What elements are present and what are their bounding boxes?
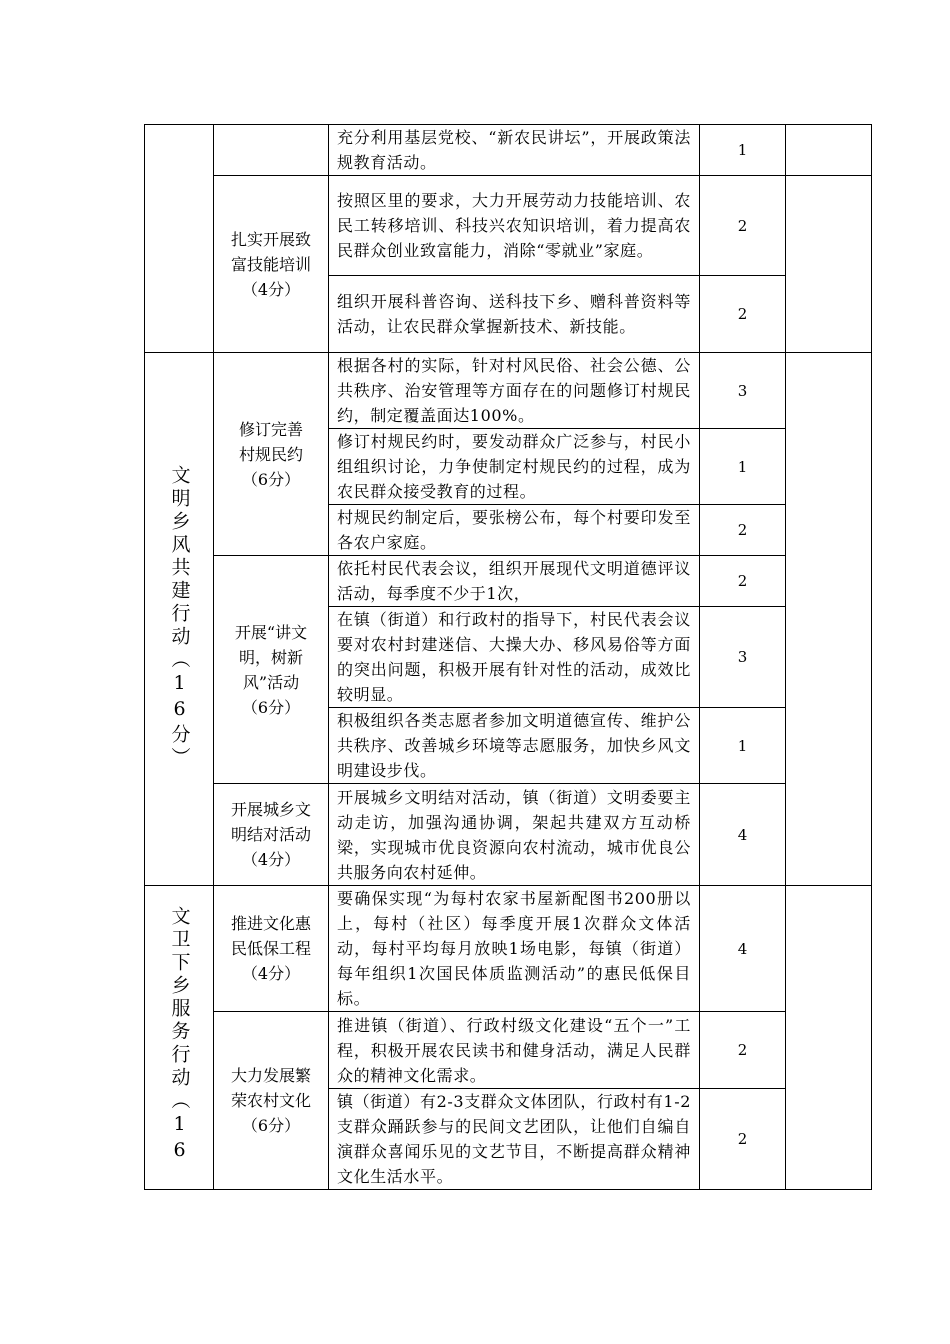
score-cell: 2 (700, 1089, 786, 1190)
score-cell: 2 (700, 1012, 786, 1089)
table-row (145, 176, 872, 276)
requirement-cell: 组织开展科普咨询、送科技下乡、赠科普资料等活动，让农民群众掌握新技术、新技能。 (329, 276, 700, 353)
task-cell: 扎实开展致 富技能培训 （4分） (214, 176, 329, 353)
table-row (145, 886, 872, 1012)
requirement-cell: 推进镇（街道）、行政村级文化建设“五个一”工程，积极开展农民读书和健身活动，满足人民群众的精神文化需求。 (329, 1012, 700, 1089)
score-cell: 2 (700, 276, 786, 353)
requirement-cell: 开展城乡文明结对活动，镇（街道）文明委要主动走访，加强沟通协调，架起共建双方互动桥梁，实现城市优良资源向农村流动，城市优良公共服务向农村延伸。 (329, 784, 700, 886)
score-cell: 1 (700, 429, 786, 505)
requirement-cell: 要确保实现“为每村农家书屋新配图书200册以上，每村（社区）每季度开展1次群众文体活动，每村平均每月放映1场电影，每镇（街道）每年组织1次国民体质监测活动”的惠民低保目标。 (329, 886, 700, 1012)
requirement-cell: 根据各村的实际，针对村风民俗、社会公德、公共秩序、治安管理等方面存在的问题修订村规民约，制定覆盖面达100%。 (329, 353, 700, 429)
table-row (145, 784, 872, 886)
requirement-cell: 充分利用基层党校、“新农民讲坛”，开展政策法规教育活动。 (329, 125, 700, 176)
score-cell: 4 (700, 886, 786, 1012)
task-cell: 开展“讲文 明，树新 风”活动 （6分） (214, 556, 329, 784)
score-cell: 2 (700, 556, 786, 607)
category-cell: 文卫下乡服务行动（16 (145, 886, 214, 1190)
score-cell: 2 (700, 176, 786, 276)
requirement-cell: 镇（街道）有2-3支群众文体团队，行政村有1-2支群众踊跃参与的民间文艺团队，让他们自编自演群众喜闻乐见的文艺节目，不断提高群众精神文化生活水平。 (329, 1089, 700, 1190)
task-cell (214, 125, 329, 176)
score-cell: 3 (700, 607, 786, 708)
requirement-cell: 依托村民代表会议，组织开展现代文明道德评议活动，每季度不少于1次， (329, 556, 700, 607)
task-cell: 修订完善 村规民约 （6分） (214, 353, 329, 556)
blank-cell (786, 886, 872, 1190)
score-cell: 4 (700, 784, 786, 886)
requirement-cell: 在镇（街道）和行政村的指导下，村民代表会议要对农村封建迷信、大操大办、移风易俗等方面的突出问题，积极开展有针对性的活动，成效比较明显。 (329, 607, 700, 708)
blank-cell (786, 125, 872, 176)
evaluation-table (144, 124, 872, 1190)
blank-cell (786, 176, 872, 353)
requirement-cell: 修订村规民约时，要发动群众广泛参与，村民小组组织讨论，力争使制定村规民约的过程，成为农民群众接受教育的过程。 (329, 429, 700, 505)
requirement-cell: 积极组织各类志愿者参加文明道德宣传、维护公共秩序、改善城乡环境等志愿服务，加快乡风文明建设步伐。 (329, 708, 700, 784)
blank-cell (786, 353, 872, 886)
requirement-cell: 村规民约制定后，要张榜公布，每个村要印发至各农户家庭。 (329, 505, 700, 556)
table-row (145, 1012, 872, 1089)
score-cell: 1 (700, 708, 786, 784)
category-cell: 文明乡风共建行动（16分） (145, 353, 214, 886)
table-row (145, 556, 872, 607)
requirement-cell: 按照区里的要求，大力开展劳动力技能培训、农民工转移培训、科技兴农知识培训，着力提高农民群众创业致富能力，消除“零就业”家庭。 (329, 176, 700, 276)
table-row (145, 353, 872, 429)
score-cell: 1 (700, 125, 786, 176)
category-cell (145, 125, 214, 353)
task-cell: 大力发展繁 荣农村文化 （6分） (214, 1012, 329, 1190)
score-cell: 2 (700, 505, 786, 556)
score-cell: 3 (700, 353, 786, 429)
table-row (145, 125, 872, 176)
task-cell: 推进文化惠 民低保工程 （4分） (214, 886, 329, 1012)
task-cell: 开展城乡文 明结对活动 （4分） (214, 784, 329, 886)
